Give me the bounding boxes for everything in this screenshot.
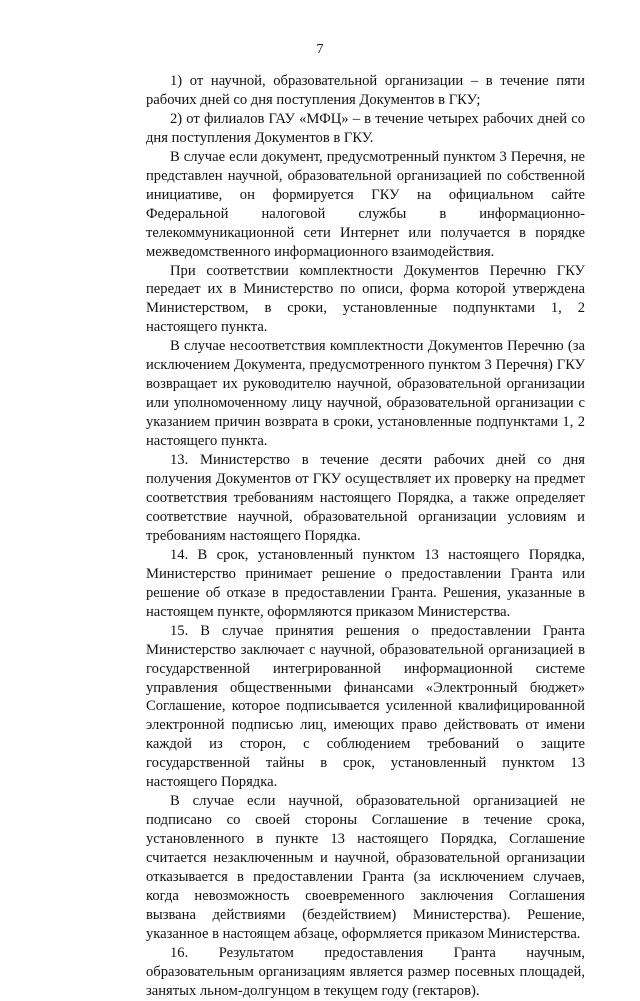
paragraph-agreement-not-signed: В случае если научной, образовательной организацией не подписано со своей стороны Соглашение в течение срока, установленного в пункте 13 настоящего Порядка, Соглашение считается незаключенным и научной, образовательной организации отказывается в предоставлении Гранта (за исключением случаев, когда невозможность своевременного заключения Соглашения вызвана действиями (бездействием) Министерства). Решение, указанное в настоящем абзаце, оформляется приказом Министерства. bbox=[146, 793, 585, 942]
paragraph-return-documents: В случае несоответствия комплектности Документов Перечню (за исключением Документа, предусмотренного пунктом 3 Перечня) ГКУ возвращает их руководителю научной, образовательной организации или уполномоченному лицу научной, образовательной организации с указанием причин возврата в сроки, установленные подпунктами 1, 2 настоящего пункта. bbox=[146, 338, 585, 450]
paragraph-subpoint-1: 1) от научной, образовательной организации – в течение пяти рабочих дней со дня поступления Документов в ГКУ; bbox=[146, 73, 585, 108]
paragraph-item-16: 16. Результатом предоставления Гранта научным, образовательным организациям является размер посевных площадей, занятых льном-долгунцом в текущем году (гектаров). bbox=[146, 944, 585, 999]
document-body bbox=[146, 72, 585, 1001]
page-number: 7 bbox=[316, 42, 324, 57]
paragraph-subpoint-2: 2) от филиалов ГАУ «МФЦ» – в течение четырех рабочих дней со дня поступления Документов в ГКУ. bbox=[146, 110, 585, 146]
paragraph-item-15: 15. В случае принятия решения о предоставлении Гранта Министерство заключает с научной, образовательной организацией в государственной интегрированной информационной системе управления общественными финансами «Электронный бюджет» Соглашение, которое подписывается усиленной квалифицированной электронной подписью лиц, имеющих право действовать от имени каждой из сторон, с соблюдением требований о защите государственной тайны в срок, установленный пунктом 13 настоящего Порядка. bbox=[146, 622, 585, 791]
paragraph-transfer-to-ministry: При соответствии комплектности Документов Перечню ГКУ передает их в Министерство по описи, форма которой утверждена Министерством, в сроки, установленные подпунктами 1, 2 настоящего пункта. bbox=[146, 262, 585, 336]
paragraph-item-14: 14. В срок, установленный пунктом 13 настоящего Порядка, Министерство принимает решение о предоставлении Гранта или решение об отказе в предоставлении Гранта. Решения, указанные в настоящем пункте, оформляются приказом Министерства. bbox=[146, 546, 585, 620]
paragraph-item-13: 13. Министерство в течение десяти рабочих дней со дня получения Документов от ГКУ осуществляет их проверку на предмет соответствия требованиям настоящего Порядка, а также определяет соответствие научной, образовательной организации условиям и требованиям настоящего Порядка. bbox=[146, 452, 585, 544]
paragraph-tax-document: В случае если документ, предусмотренный пунктом 3 Перечня, не представлен научной, образовательной организацией по собственной инициативе, он формируется ГКУ на официальном сайте Федеральной налоговой службы в информационно-телекоммуникационной сети Интернет или получается в порядке межведомственного информационного взаимодействия. bbox=[146, 148, 585, 260]
